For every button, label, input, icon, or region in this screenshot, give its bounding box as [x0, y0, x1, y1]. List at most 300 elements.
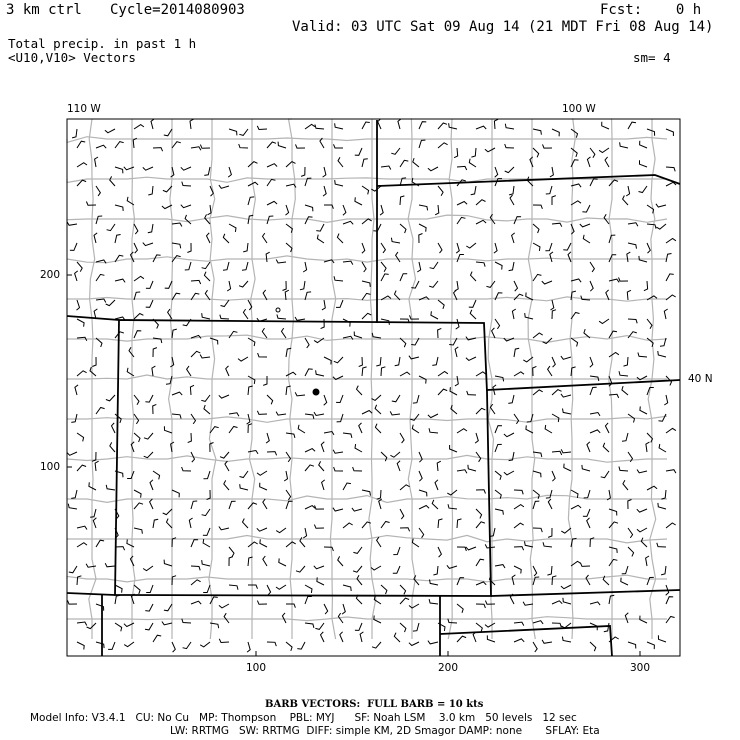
- wind-barb: [153, 635, 161, 642]
- wind-barb: [552, 310, 556, 319]
- wind-barb: [185, 215, 191, 224]
- wind-barb: [637, 509, 647, 512]
- wind-barb: [153, 519, 158, 528]
- wind-barb: [134, 585, 140, 594]
- wind-barb: [533, 621, 543, 624]
- wind-barb: [512, 575, 515, 585]
- wind-barb: [77, 526, 87, 529]
- wind-barb: [172, 414, 181, 419]
- wind-barb: [508, 395, 514, 403]
- wind-barb: [548, 528, 552, 537]
- wind-barb: [362, 490, 371, 496]
- wind-barb: [286, 243, 292, 252]
- wind-barb: [68, 600, 78, 604]
- wind-barb: [603, 443, 609, 452]
- wind-barb: [185, 262, 191, 270]
- wind-barb: [202, 560, 210, 566]
- wind-barb: [533, 577, 539, 585]
- barb-legend: BARB VECTORS: FULL BARB = 10 kts: [265, 699, 484, 710]
- wind-barb: [450, 387, 457, 395]
- wind-barb: [191, 601, 201, 604]
- wind-barb: [296, 144, 306, 148]
- wind-barb: [393, 547, 400, 555]
- wind-barb: [305, 369, 313, 376]
- wind-barb: [321, 442, 324, 452]
- wind-barb: [409, 642, 419, 646]
- wind-barb: [476, 604, 485, 608]
- wind-barb: [343, 205, 346, 215]
- wind-barb: [223, 234, 229, 243]
- wind-barb: [229, 557, 233, 566]
- wind-barb: [587, 442, 590, 452]
- wind-barb: [438, 143, 448, 148]
- wind-barb: [148, 224, 153, 233]
- wind-barb: [449, 123, 457, 129]
- county-line: [67, 535, 667, 543]
- wind-barb: [305, 465, 314, 471]
- wind-barb: [305, 338, 309, 348]
- wind-barb: [68, 504, 77, 509]
- wind-barb: [391, 238, 400, 243]
- wind-barb: [609, 509, 617, 516]
- wind-barb: [77, 465, 86, 471]
- wind-barb: [96, 408, 105, 415]
- wind-barb: [182, 467, 191, 471]
- wind-barb: [267, 201, 277, 205]
- wind-barb: [494, 119, 498, 129]
- wind-barb: [127, 197, 134, 205]
- wind-barb: [561, 585, 571, 589]
- wind-barb: [267, 164, 277, 167]
- wind-barb: [191, 351, 200, 357]
- wind-barb: [208, 205, 212, 215]
- wind-barb: [352, 508, 362, 511]
- county-line: [67, 617, 667, 621]
- wind-barb: [258, 353, 267, 357]
- wind-barb: [586, 575, 590, 585]
- wind-barb: [96, 186, 100, 196]
- wind-barb: [148, 186, 153, 195]
- wind-barb: [666, 274, 674, 281]
- wind-barb: [413, 395, 419, 403]
- wind-barb: [334, 357, 343, 363]
- wind-barb: [115, 279, 125, 282]
- wind-barb: [219, 395, 229, 398]
- wind-barb: [457, 202, 467, 206]
- wind-barb: [429, 281, 438, 287]
- wind-barb: [316, 224, 324, 231]
- wind-barb: [336, 300, 343, 307]
- county-line: [67, 256, 667, 263]
- wind-barb: [546, 490, 552, 498]
- wind-barb: [619, 277, 629, 281]
- wind-barb: [115, 205, 123, 211]
- wind-barb: [282, 328, 287, 338]
- wind-barb: [590, 642, 596, 651]
- wind-barb: [305, 506, 315, 509]
- wind-barb: [619, 371, 628, 376]
- wind-barb: [548, 366, 552, 376]
- wind-barb: [297, 642, 305, 649]
- wind-barb: [144, 433, 153, 439]
- wind-barb: [514, 622, 524, 626]
- wind-barb: [260, 483, 267, 490]
- wind-barb: [90, 367, 96, 376]
- wind-barb: [475, 433, 478, 443]
- wind-barb: [429, 428, 438, 433]
- wind-barb: [391, 148, 400, 154]
- wind-barb: [495, 293, 502, 300]
- wind-barb: [134, 331, 141, 338]
- wind-barb: [286, 205, 289, 215]
- city-marker-small: [276, 308, 280, 312]
- wind-barb: [504, 471, 514, 475]
- wind-barb: [533, 243, 540, 251]
- wind-barb: [203, 539, 210, 547]
- wind-barb: [640, 141, 647, 148]
- wind-barb: [647, 243, 650, 253]
- wind-barb: [400, 528, 410, 532]
- wind-barb: [189, 518, 192, 528]
- wind-barb: [210, 597, 218, 604]
- model-info-line-2: LW: RRTMG SW: RRTMG DIFF: simple KM, 2D Smagor DAMP: none SFLAY: Eta: [170, 725, 600, 737]
- wind-barb: [163, 509, 172, 515]
- wind-barb: [552, 129, 559, 136]
- wind-barb: [658, 503, 666, 509]
- wind-barb: [485, 148, 495, 152]
- county-borders: [67, 119, 667, 639]
- wind-barb: [355, 148, 362, 155]
- wind-barb: [457, 429, 467, 433]
- wind-barb: [71, 414, 77, 422]
- wind-barb: [357, 575, 362, 585]
- wind-barb: [490, 404, 495, 414]
- wind-barb: [514, 547, 524, 551]
- wind-barb: [229, 413, 239, 417]
- wind-barb: [335, 180, 343, 186]
- wind-barb: [637, 470, 647, 473]
- wind-barb: [514, 414, 519, 424]
- wind-barb: [644, 281, 648, 291]
- wind-barb: [545, 425, 552, 433]
- wind-barb: [134, 490, 141, 498]
- wind-barb: [300, 281, 305, 290]
- wind-barb: [476, 582, 486, 585]
- wind-barb: [219, 639, 229, 643]
- wind-barb: [457, 255, 464, 263]
- wind-barb: [656, 224, 666, 229]
- wind-barb: [319, 461, 324, 471]
- wind-barb: [564, 464, 571, 471]
- wind-barb: [191, 147, 201, 151]
- wind-barb: [343, 319, 350, 327]
- wind-barb: [664, 309, 667, 319]
- wind-barb: [247, 642, 250, 652]
- wind-barb: [435, 205, 439, 215]
- wind-barb: [267, 395, 273, 404]
- wind-barb: [609, 279, 619, 282]
- wind-barb: [400, 485, 410, 490]
- wind-barb: [343, 585, 351, 591]
- wind-barb: [637, 528, 647, 532]
- wind-barb: [552, 623, 561, 627]
- wind-barb: [381, 585, 387, 594]
- wind-barb: [438, 623, 445, 631]
- wind-barb: [77, 622, 87, 626]
- wind-barb: [343, 433, 352, 438]
- wind-barb: [183, 642, 191, 649]
- wind-barb: [286, 604, 295, 608]
- wind-barb: [267, 179, 275, 186]
- wind-barb: [266, 252, 270, 262]
- wind-barb: [190, 385, 194, 395]
- wind-barb: [466, 243, 476, 248]
- wind-barb: [438, 123, 447, 129]
- wind-barb: [620, 142, 628, 148]
- wind-barb: [495, 426, 502, 433]
- wind-barb: [70, 243, 77, 250]
- wind-barb: [466, 547, 476, 550]
- wind-barb: [286, 372, 296, 376]
- wind-barb: [397, 461, 400, 471]
- wind-barb: [150, 499, 153, 509]
- wind-barb: [243, 243, 248, 252]
- wind-barb: [381, 166, 391, 170]
- wind-barb: [86, 202, 96, 206]
- wind-barb: [362, 219, 372, 224]
- wind-barb: [248, 197, 254, 205]
- wind-barb: [338, 157, 343, 167]
- wind-barb: [283, 281, 287, 291]
- wind-barb: [172, 243, 181, 248]
- wind-barb: [263, 233, 268, 243]
- wind-barb: [393, 566, 400, 573]
- wind-barb: [394, 633, 400, 642]
- wind-barb: [69, 566, 77, 573]
- wind-barb: [334, 276, 343, 281]
- wind-barb: [324, 395, 327, 405]
- wind-barb: [476, 126, 486, 129]
- wind-barb: [357, 386, 363, 395]
- wind-barb: [512, 233, 515, 243]
- wind-barb: [666, 295, 676, 300]
- model-info-line-1: Model Info: V3.4.1 CU: No Cu MP: Thompson PBL: MYJ SF: Noah LSM 3.0 km 50 levels 12 sec: [30, 712, 577, 724]
- wind-barb: [278, 142, 286, 148]
- wind-barb: [153, 148, 163, 152]
- wind-barb: [324, 604, 328, 614]
- wind-barb: [514, 372, 524, 376]
- wind-barb: [333, 450, 343, 453]
- wind-barb: [96, 540, 104, 547]
- wind-barb: [267, 642, 276, 646]
- wind-barb: [276, 412, 286, 416]
- wind-barb: [476, 262, 485, 267]
- wind-barb: [134, 503, 143, 509]
- wind-barb: [191, 540, 198, 547]
- wind-barb: [409, 356, 419, 359]
- wind-barb: [666, 470, 676, 473]
- wind-barb: [547, 566, 552, 575]
- wind-barb: [134, 276, 144, 281]
- wind-barb: [476, 200, 486, 205]
- wind-barb: [552, 357, 555, 367]
- wind-barb: [412, 539, 419, 547]
- wind-barb: [359, 423, 362, 433]
- wind-barb: [605, 423, 609, 433]
- wind-barb: [590, 413, 600, 416]
- wind-barb: [609, 559, 617, 566]
- wind-barb: [377, 490, 381, 499]
- wind-barb: [375, 424, 381, 433]
- wind-barb: [115, 585, 122, 593]
- wind-barb: [226, 366, 229, 376]
- wind-barb: [400, 196, 404, 205]
- wind-barb: [305, 124, 315, 129]
- wind-barb: [238, 357, 248, 361]
- wind-barb: [106, 300, 115, 306]
- wind-barb: [628, 122, 636, 129]
- wind-barb: [324, 547, 333, 551]
- wind-barb: [666, 523, 676, 528]
- wind-barb: [476, 509, 482, 518]
- wind-barb: [315, 505, 325, 509]
- wind-barb: [430, 262, 438, 269]
- wind-barb: [487, 635, 495, 642]
- wind-barb: [257, 528, 267, 531]
- wind-barb: [450, 445, 457, 452]
- wind-barb: [492, 328, 495, 338]
- wind-barb: [229, 129, 237, 135]
- wind-barb: [110, 176, 115, 186]
- wind-barb: [623, 196, 628, 206]
- wind-barb: [419, 234, 423, 244]
- wind-barb: [67, 452, 77, 455]
- wind-barb: [543, 144, 553, 148]
- wind-barb: [321, 319, 325, 329]
- wind-barb: [457, 470, 467, 473]
- wind-barb: [533, 642, 537, 652]
- wind-barb: [590, 430, 600, 433]
- wind-barb: [301, 167, 305, 176]
- wind-barb: [584, 490, 590, 498]
- wind-barb: [127, 368, 134, 376]
- wind-barb: [457, 636, 466, 642]
- wind-barb: [286, 162, 296, 167]
- wind-barb: [205, 215, 210, 225]
- wind-barb: [429, 599, 438, 604]
- wind-barb: [77, 543, 87, 547]
- wind-barb: [263, 499, 267, 509]
- wind-barb: [495, 471, 501, 480]
- wind-barb: [627, 290, 631, 300]
- wind-barb: [221, 300, 230, 307]
- wind-barb: [377, 537, 381, 547]
- wind-barb: [563, 598, 571, 604]
- wind-barb: [661, 490, 666, 499]
- wind-barb: [362, 122, 370, 129]
- wind-barb: [286, 433, 295, 438]
- wind-barb: [533, 566, 537, 576]
- wind-barb: [400, 433, 404, 443]
- wind-barb: [172, 576, 176, 585]
- wind-barb: [509, 186, 514, 195]
- wind-barb: [317, 235, 324, 243]
- wind-barb: [267, 142, 276, 148]
- wind-barb: [605, 157, 609, 167]
- wind-barb: [188, 433, 192, 443]
- wind-barb: [582, 205, 590, 212]
- wind-barb: [243, 309, 248, 319]
- wind-barb: [360, 632, 363, 642]
- county-line: [67, 375, 667, 379]
- wind-barb: [469, 300, 476, 307]
- wind-barb: [381, 522, 390, 529]
- wind-barb: [590, 357, 593, 367]
- wind-barb: [419, 140, 425, 148]
- wind-barb: [95, 461, 99, 471]
- wind-barb: [646, 556, 649, 566]
- wind-barb: [224, 613, 229, 623]
- wind-barb: [647, 642, 654, 649]
- wind-barb: [239, 281, 248, 287]
- wind-barb: [296, 566, 305, 572]
- wind-barb: [419, 122, 426, 129]
- wind-barb: [67, 222, 77, 225]
- wind-barb: [115, 142, 124, 148]
- wind-barb: [640, 406, 647, 414]
- wind-barb: [543, 338, 552, 344]
- wind-barb: [353, 566, 362, 572]
- wind-barb: [419, 452, 422, 462]
- wind-barb: [207, 233, 211, 243]
- wind-barb: [202, 313, 210, 319]
- wind-barb: [666, 428, 676, 433]
- wind-barb: [86, 564, 96, 567]
- wind-barb: [435, 480, 438, 490]
- wind-barb: [438, 372, 448, 377]
- wind-barb: [590, 281, 593, 291]
- wind-barb: [204, 405, 210, 414]
- wind-barb: [229, 547, 234, 557]
- wind-barb: [276, 585, 286, 589]
- wind-barb: [486, 281, 495, 287]
- wind-barb: [476, 559, 484, 566]
- wind-barb: [220, 315, 229, 319]
- wind-barb: [71, 490, 77, 498]
- run-name: 3 km ctrl: [6, 2, 82, 18]
- wind-barb: [335, 123, 343, 129]
- county-line: [67, 297, 667, 301]
- wind-barb: [627, 252, 631, 262]
- wind-barb: [542, 281, 552, 284]
- wind-barb: [437, 461, 441, 471]
- wind-barb: [433, 566, 438, 575]
- wind-barb: [362, 313, 371, 319]
- wind-barb: [661, 566, 666, 575]
- wind-barb: [455, 281, 459, 291]
- wind-barb: [229, 427, 238, 434]
- wind-barb: [381, 274, 389, 281]
- wind-barb: [191, 280, 201, 284]
- wind-barb: [133, 138, 137, 148]
- wind-barb: [628, 243, 637, 249]
- wind-barb: [295, 317, 305, 320]
- wind-barb: [279, 558, 286, 566]
- wind-barb: [229, 501, 236, 509]
- wind-barb: [602, 122, 609, 129]
- wind-barb: [582, 465, 590, 471]
- wind-barb: [263, 556, 267, 566]
